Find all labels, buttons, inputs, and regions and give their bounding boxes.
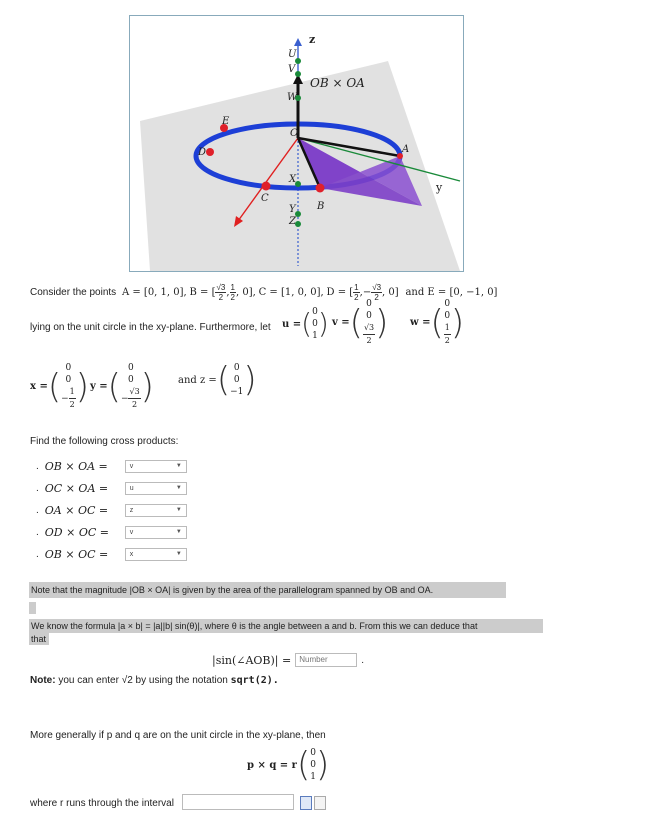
vectors-intro [30, 322, 271, 333]
sin-label: |sin(∠AOB)| = [212, 653, 292, 667]
cross-lhs: OC × OA = [44, 481, 109, 495]
B-frac-2: $\frac{1}{2}$ [230, 283, 235, 302]
vector-v: v = ( 0 0 $\frac{√3}{2}$ ) [332, 299, 389, 345]
cross-select[interactable]: x ▼ [125, 548, 187, 561]
label-z: z [309, 33, 316, 46]
figure-canvas [130, 16, 463, 271]
preview-icon[interactable] [300, 796, 312, 810]
cross-select[interactable]: v ▼ [125, 526, 187, 539]
vectors-text: lying on the unit circle in the xy-plane. Furthermore, let [30, 322, 271, 333]
cross-select[interactable]: u ▼ [125, 482, 187, 495]
label-Y: Y [289, 204, 296, 215]
interval-label: where r runs through the interval [30, 798, 174, 809]
consider-text: Consider the points [30, 287, 117, 299]
cross-list [36, 455, 236, 565]
cross-item: . OA × OC = z ▼ [36, 499, 236, 521]
highlight-fragment [29, 602, 36, 614]
cross-lhs: OB × OC = [44, 547, 109, 561]
label-U: U [288, 49, 297, 60]
cross-lhs: OA × OC = [44, 503, 109, 517]
note-formula: We know the formula |a × b| = |a||b| sin(θ)|, where θ is the angle between a and b. From this we can deduce that [29, 619, 543, 633]
vector-w: w = ( 0 0 $\frac{1}{2}$ ) [410, 299, 465, 345]
point-D-def-end: , 0] [382, 287, 399, 299]
label-D: D [198, 147, 207, 158]
label-W: W [287, 92, 298, 103]
point-B-def-end: , 0], [235, 287, 256, 299]
point-C [262, 182, 271, 191]
cross-item: . OB × OC = x ▼ [36, 543, 236, 565]
point-B [316, 184, 325, 193]
cross-lhs: OD × OC = [44, 525, 109, 539]
sin-input[interactable]: Number [295, 653, 357, 667]
general-statement: More generally if p and q are on the unit circle in the xy-plane, then [30, 730, 326, 741]
label-E: E [222, 116, 230, 127]
sin-row: |sin(∠AOB)| = Number . [212, 653, 364, 667]
vector-z: and z = ( 0 0 −1 ) [178, 360, 257, 400]
label-C: C [261, 193, 269, 204]
B-frac-1: $\frac{√3}{2}$ [216, 283, 226, 302]
cross-item: . OB × OA = v ▼ [36, 455, 236, 477]
cross-item: . OC × OA = u ▼ [36, 477, 236, 499]
point-B-def-start: B = [ [189, 287, 216, 299]
note-formula-wrap: that [29, 633, 49, 645]
cross-lhs: OB × OA = [44, 459, 108, 473]
label-y-axis: y [436, 181, 443, 194]
D-frac-2: $\frac{√3}{2}$ [372, 283, 382, 302]
pq-vector: p × q = r ( 0 0 1 ) [247, 745, 330, 785]
3d-figure[interactable] [129, 15, 464, 272]
points-definition: Consider the points A = [0, 1, 0], B = [ $\frac{√3}{2}$ , $\frac{1}{2}$ , 0], C = [1, 0, 0], D = [ $\frac{1}{2}$ ,− $\frac{√3}{2}$ , 0] and E = [0, −1, 0] [30, 283, 498, 302]
vector-u: u = ( 0 0 1 ) [282, 307, 329, 341]
vector-x: x = ( 0 0 − $\frac{1}{2}$ ) [30, 363, 89, 409]
label-Z: Z [289, 216, 296, 227]
note-magnitude: Note that the magnitude |OB × OA| is given by the area of the parallelogram spanned by OB and OA. [29, 582, 506, 598]
label-cross: OB × OA [310, 76, 365, 90]
xy-plane [140, 61, 460, 271]
point-D-def-start: D = [ [326, 287, 354, 299]
cross-select[interactable]: z ▼ [125, 504, 187, 517]
cross-select[interactable]: v ▼ [125, 460, 187, 473]
interval-input[interactable] [182, 794, 294, 810]
D-frac-1: $\frac{1}{2}$ [354, 283, 359, 302]
point-C-def: C = [1, 0, 0], [258, 287, 324, 299]
label-X: X [289, 174, 297, 185]
cross-item: . OD × OC = v ▼ [36, 521, 236, 543]
point-E-def: and E = [0, −1, 0] [405, 287, 498, 299]
label-O: O [290, 128, 299, 139]
label-V: V [288, 64, 296, 75]
note-sqrt: Note: you can enter √2 by using the notation sqrt(2). [30, 675, 279, 686]
vector-y: y = ( 0 0 − $\frac{√3}{2}$ ) [90, 363, 154, 409]
cross-prompt: Find the following cross products: [30, 436, 179, 447]
label-B: B [317, 201, 325, 212]
point-A-def: A = [0, 1, 0], [121, 287, 187, 299]
label-A: A [402, 144, 410, 155]
help-icon[interactable] [314, 796, 326, 810]
point-D [206, 148, 214, 156]
